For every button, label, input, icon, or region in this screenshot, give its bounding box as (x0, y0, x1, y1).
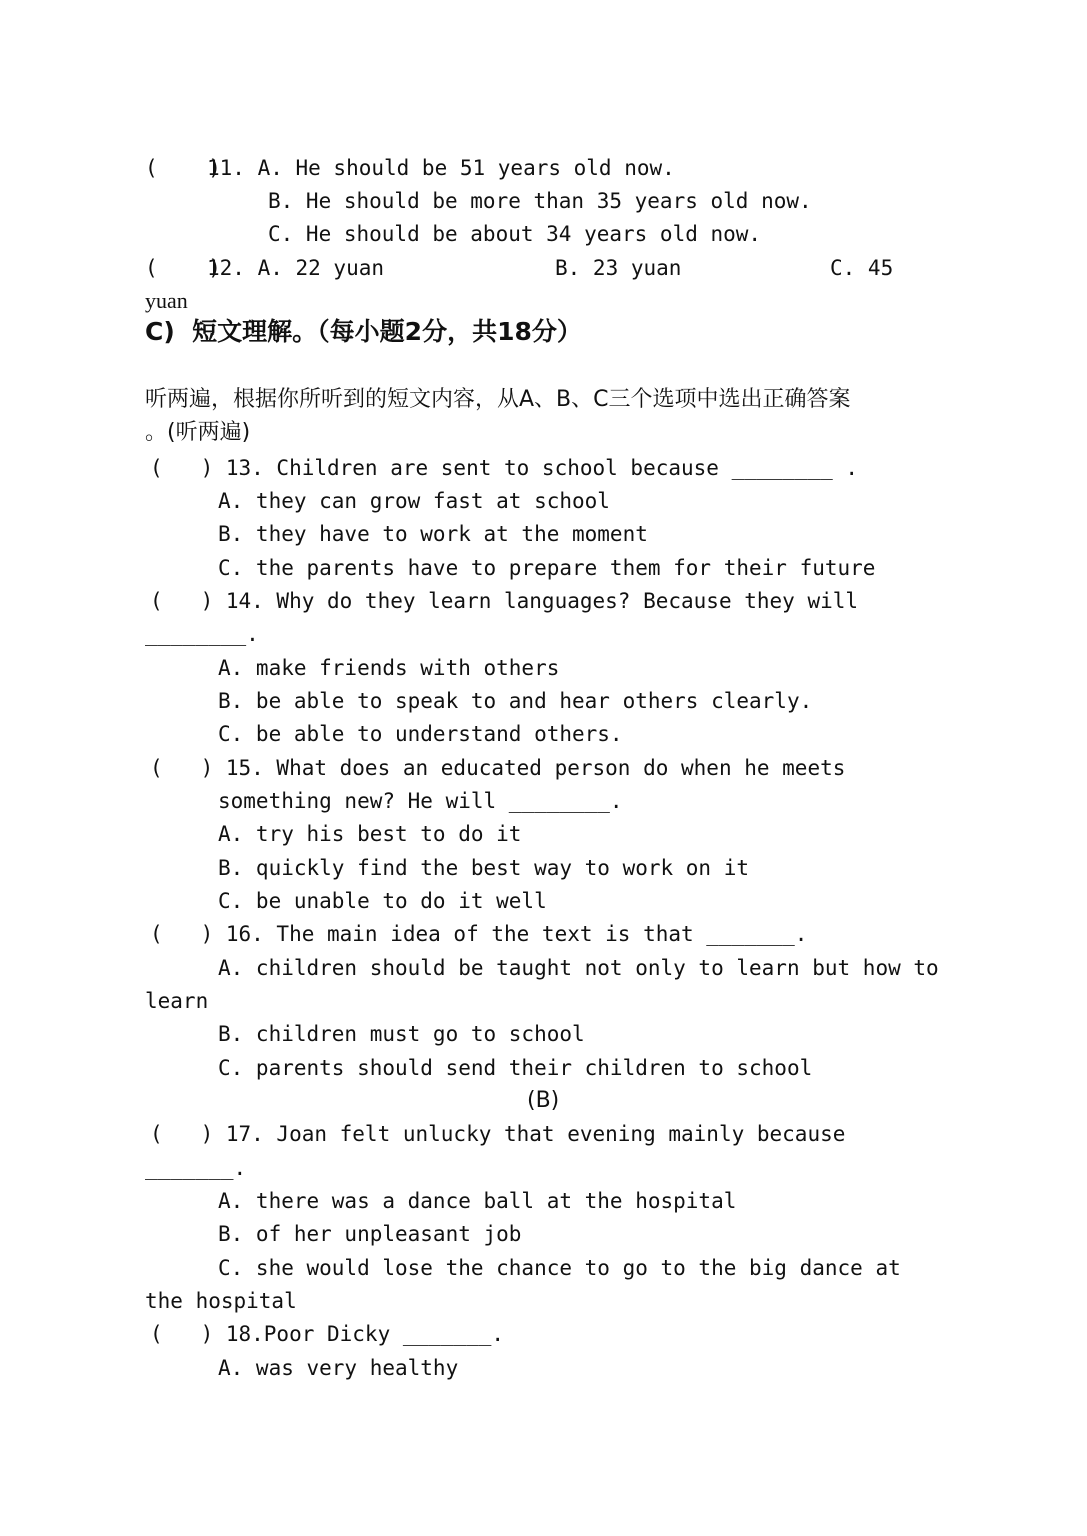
passage-b-label: (B) (527, 1088, 560, 1113)
q12-option-c: C. 45 (830, 256, 894, 280)
q15-option-a: A. try his best to do it (218, 822, 522, 846)
q13-option-b: B. they have to work at the moment (218, 522, 648, 546)
q13-option-a: A. they can grow fast at school (218, 489, 610, 513)
q17-option-a: A. there was a dance ball at the hospital (218, 1189, 737, 1213)
section-c-instruction-cont: 。(听两遍) (145, 420, 251, 445)
q16-option-b: B. children must go to school (218, 1022, 585, 1046)
q12-option-b: B. 23 yuan (555, 256, 682, 280)
q11-option-b: B. He should be more than 35 years old now. (268, 189, 812, 213)
q12-answer-paren: ( ) (145, 256, 221, 280)
q17-option-c-wrap: the hospital (145, 1289, 297, 1313)
q17-stem-wrap: _______. (145, 1156, 247, 1180)
q15-stem: ( ) 15. What does an educated person do when he meets (150, 756, 846, 780)
q13-option-c: C. the parents have to prepare them for their future (218, 556, 876, 580)
q12-option-c-wrap: yuan (145, 288, 188, 313)
section-c-instruction: 听两遍，根据你所听到的短文内容，从A、B、C三个选项中选出正确答案 (145, 387, 851, 412)
q16-option-a: A. children should be taught not only to learn but how to (218, 956, 939, 980)
q16-option-a-wrap: learn (145, 989, 209, 1013)
q17-stem: ( ) 17. Joan felt unlucky that evening mainly because (150, 1122, 846, 1146)
q14-option-a: A. make friends with others (218, 656, 560, 680)
q14-stem-wrap: ________. (145, 622, 259, 646)
q18-option-a: A. was very healthy (218, 1356, 459, 1380)
q15-option-c: C. be unable to do it well (218, 889, 547, 913)
q17-option-b: B. of her unpleasant job (218, 1222, 522, 1246)
q18-stem: ( ) 18.Poor Dicky _______. (150, 1322, 505, 1346)
q15-stem-cont: something new? He will ________. (218, 789, 623, 813)
q12-option-a: 12. A. 22 yuan (207, 256, 385, 280)
q16-stem: ( ) 16. The main idea of the text is that _______. (150, 922, 808, 946)
q11-option-a: 11. A. He should be 51 years old now. (207, 156, 675, 180)
q15-option-b: B. quickly find the best way to work on it (218, 856, 750, 880)
q14-option-b: B. be able to speak to and hear others clearly. (218, 689, 813, 713)
section-c-heading: C) 短文理解。（每小题2分，共18分） (145, 317, 582, 346)
q17-option-c: C. she would lose the chance to go to the big dance at (218, 1256, 901, 1280)
q14-option-c: C. be able to understand others. (218, 722, 623, 746)
q13-stem: ( ) 13. Children are sent to school because ________ . (150, 456, 859, 480)
q16-option-c: C. parents should send their children to school (218, 1056, 813, 1080)
q11-answer-paren: ( ) (145, 156, 221, 180)
q11-option-c: C. He should be about 34 years old now. (268, 222, 762, 246)
q14-stem: ( ) 14. Why do they learn languages? Because they will (150, 589, 859, 613)
